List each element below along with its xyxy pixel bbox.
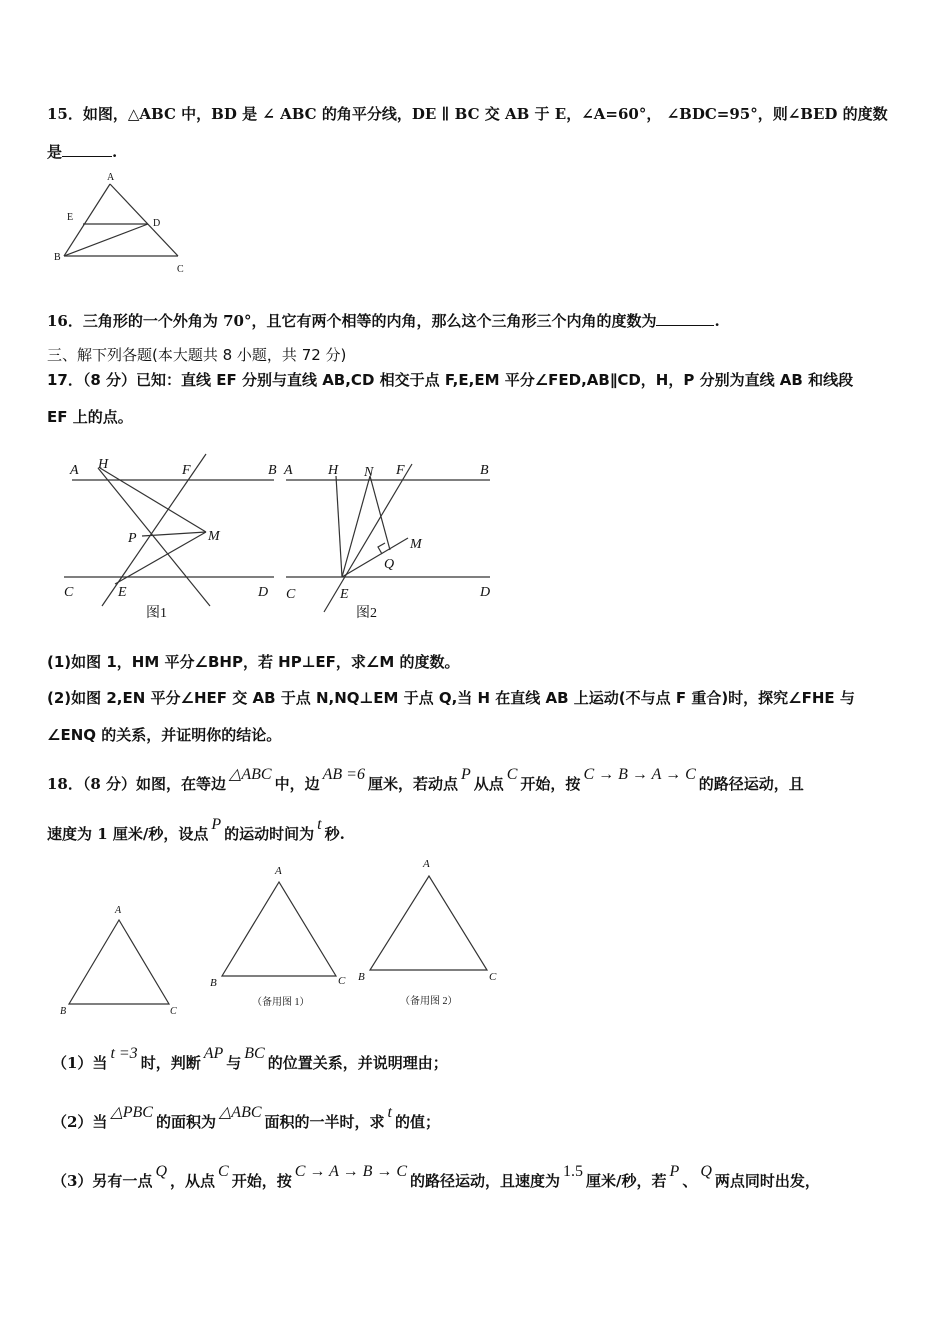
p2-d: 的值； <box>394 1113 440 1131</box>
q15-line2 <box>47 141 117 162</box>
label-d: D <box>153 218 161 229</box>
label-h: H <box>98 457 109 472</box>
p3-c: 开始，按 <box>231 1172 292 1190</box>
triangle-abc <box>222 882 336 976</box>
label-d: D <box>480 585 491 600</box>
label-b: B <box>480 463 489 478</box>
q17-part2-line1: (2)如图 2,EN 平分∠HEF 交 AB 于点 N,NQ⊥EM 于点 Q,当 H 在直线 AB 上运动(不与点 F 重合)时，探究∠FHE 与 <box>47 689 855 707</box>
answer-blank <box>62 144 112 157</box>
figure-caption: 图2 <box>356 606 377 621</box>
p3-f: 、 <box>682 1172 698 1190</box>
q18-l2-c: 秒. <box>324 825 345 843</box>
math-p: P <box>211 816 222 833</box>
math-t: t <box>387 1104 392 1121</box>
label-a: A <box>115 905 122 916</box>
figure-caption: 图1 <box>146 606 167 621</box>
p2-c: 面积的一半时，求 <box>264 1113 385 1131</box>
label-e: E <box>340 587 349 602</box>
label-c: C <box>338 975 346 987</box>
q17-line2: EF 上的点。 <box>47 408 133 426</box>
math-triangle-abc: △ABC <box>218 1104 262 1121</box>
label-c: C <box>170 1006 177 1017</box>
label-c: C <box>286 587 296 602</box>
p3-b: ，从点 <box>170 1172 216 1190</box>
edge-ac <box>110 184 178 256</box>
label-c: C <box>489 971 497 983</box>
p3-e: 厘米/秒，若 <box>586 1172 667 1190</box>
q18-text-c: 厘米，若动点 <box>367 775 458 793</box>
p1-a: （1）当 <box>52 1054 108 1072</box>
q18-text-f: 的路径运动，且 <box>698 775 804 793</box>
q17-part2-line2: ∠ENQ 的关系，并证明你的结论。 <box>47 726 282 744</box>
math-speed: 1.5 <box>563 1163 584 1180</box>
math-p: P <box>669 1163 680 1180</box>
section3-title: 三、解下列各题(本大题共 8 小题，共 72 分) <box>47 346 347 364</box>
p3-d: 的路径运动，且速度为 <box>410 1172 561 1190</box>
segment-bd <box>64 224 148 256</box>
label-c: C <box>177 264 184 275</box>
label-m: M <box>208 529 220 544</box>
label-a: A <box>107 172 115 183</box>
q18-text-d: 从点 <box>473 775 504 793</box>
label-m: M <box>410 537 422 552</box>
q18-triangle-spare-1 <box>205 860 355 1015</box>
q15-line1: 15．如图，△ABC 中，BD 是 ∠ ABC 的角平分线，DE ∥ BC 交 AB 于 E，∠A=60°， ∠BDC=95°，则∠BED 的度数 <box>47 105 888 123</box>
segment-ne <box>342 476 370 577</box>
q18-text-b: 中，边 <box>274 775 320 793</box>
math-q: Q <box>700 1163 712 1180</box>
q18-part1 <box>52 1045 448 1073</box>
label-f: F <box>396 463 405 478</box>
figure-caption: （备用图 2） <box>400 996 458 1007</box>
q15-line2-prefix: 是 <box>47 143 63 161</box>
q18-l2-b: 的运动时间为 <box>224 825 315 843</box>
p3-g: 两点同时出发， <box>714 1172 820 1190</box>
p1-b: 时，判断 <box>140 1054 201 1072</box>
q16-text <box>47 310 720 331</box>
segment-he <box>336 476 342 577</box>
math-ab-length: AB =6 <box>322 766 365 783</box>
q18-l2-a: 速度为 1 厘米/秒，设点 <box>47 825 209 843</box>
triangle-abc <box>69 920 169 1004</box>
segment-em <box>342 538 408 577</box>
math-path-p: C → B → A → C <box>583 766 696 783</box>
q18-line2 <box>47 816 345 844</box>
q18-text-e: 开始，按 <box>520 775 581 793</box>
math-q: Q <box>155 1163 168 1180</box>
p1-d: 的位置关系，并说明理由； <box>267 1054 448 1072</box>
p3-a: （3）另有一点 <box>52 1172 153 1190</box>
math-p: P <box>460 766 471 783</box>
q15-figure <box>50 168 200 280</box>
q18-part2 <box>52 1104 440 1132</box>
q18-part3 <box>52 1163 820 1191</box>
math-c: C <box>506 766 518 783</box>
q16-suffix: . <box>714 312 720 330</box>
p1-c: 与 <box>226 1054 242 1072</box>
math-bc: BC <box>244 1045 265 1062</box>
label-a: A <box>70 463 79 478</box>
label-b: B <box>210 977 217 989</box>
p2-a: （2）当 <box>52 1113 108 1131</box>
label-q: Q <box>384 557 395 572</box>
label-e: E <box>67 212 74 223</box>
label-b: B <box>60 1006 67 1017</box>
answer-blank <box>656 313 714 326</box>
label-f: F <box>182 463 191 478</box>
q15-line2-suffix: . <box>112 143 118 161</box>
p2-b: 的面积为 <box>155 1113 216 1131</box>
line-hp-extended <box>98 468 210 606</box>
math-ap: AP <box>203 1045 224 1062</box>
label-b: B <box>54 252 61 263</box>
label-a: A <box>284 463 293 478</box>
label-p: P <box>128 531 137 546</box>
q18-triangle-main <box>55 898 185 1018</box>
q17-line1: 17．（8 分）已知：直线 EF 分别与直线 AB,CD 相交于点 F,E,EM 平分∠FED,AB∥CD，H，P 分别为直线 AB 和线段 <box>47 371 854 389</box>
label-n: N <box>364 465 374 480</box>
label-e: E <box>118 585 127 600</box>
math-c: C <box>218 1163 229 1180</box>
label-d: D <box>258 585 269 600</box>
math-t: t <box>317 816 322 833</box>
label-b: B <box>268 463 277 478</box>
figure-caption: （备用图 1） <box>252 997 310 1008</box>
math-t-equals-3: t =3 <box>110 1045 138 1062</box>
triangle-abc <box>370 876 487 970</box>
label-a: A <box>275 865 282 877</box>
label-a: A <box>423 858 430 870</box>
q18-line1 <box>47 766 804 794</box>
math-triangle-pbc: △PBC <box>110 1104 153 1121</box>
segment-nq <box>370 476 390 550</box>
q17-figure-2 <box>282 450 497 625</box>
label-c: C <box>64 585 74 600</box>
q18-text-a: 18．（8 分）如图，在等边 <box>47 775 227 793</box>
label-b: B <box>358 971 365 983</box>
q16-question: 16．三角形的一个外角为 70°，且它有两个相等的内角，那么这个三角形三个内角的度数为 <box>47 312 657 330</box>
math-triangle-abc: △ABC <box>229 766 272 783</box>
math-path-q: C → A → B → C <box>294 1163 408 1180</box>
q17-figure-1 <box>60 450 280 625</box>
q17-part1: (1)如图 1，HM 平分∠BHP，若 HP⊥EF，求∠M 的度数。 <box>47 653 460 671</box>
q18-triangle-spare-2 <box>355 852 505 1014</box>
label-h: H <box>328 463 339 478</box>
